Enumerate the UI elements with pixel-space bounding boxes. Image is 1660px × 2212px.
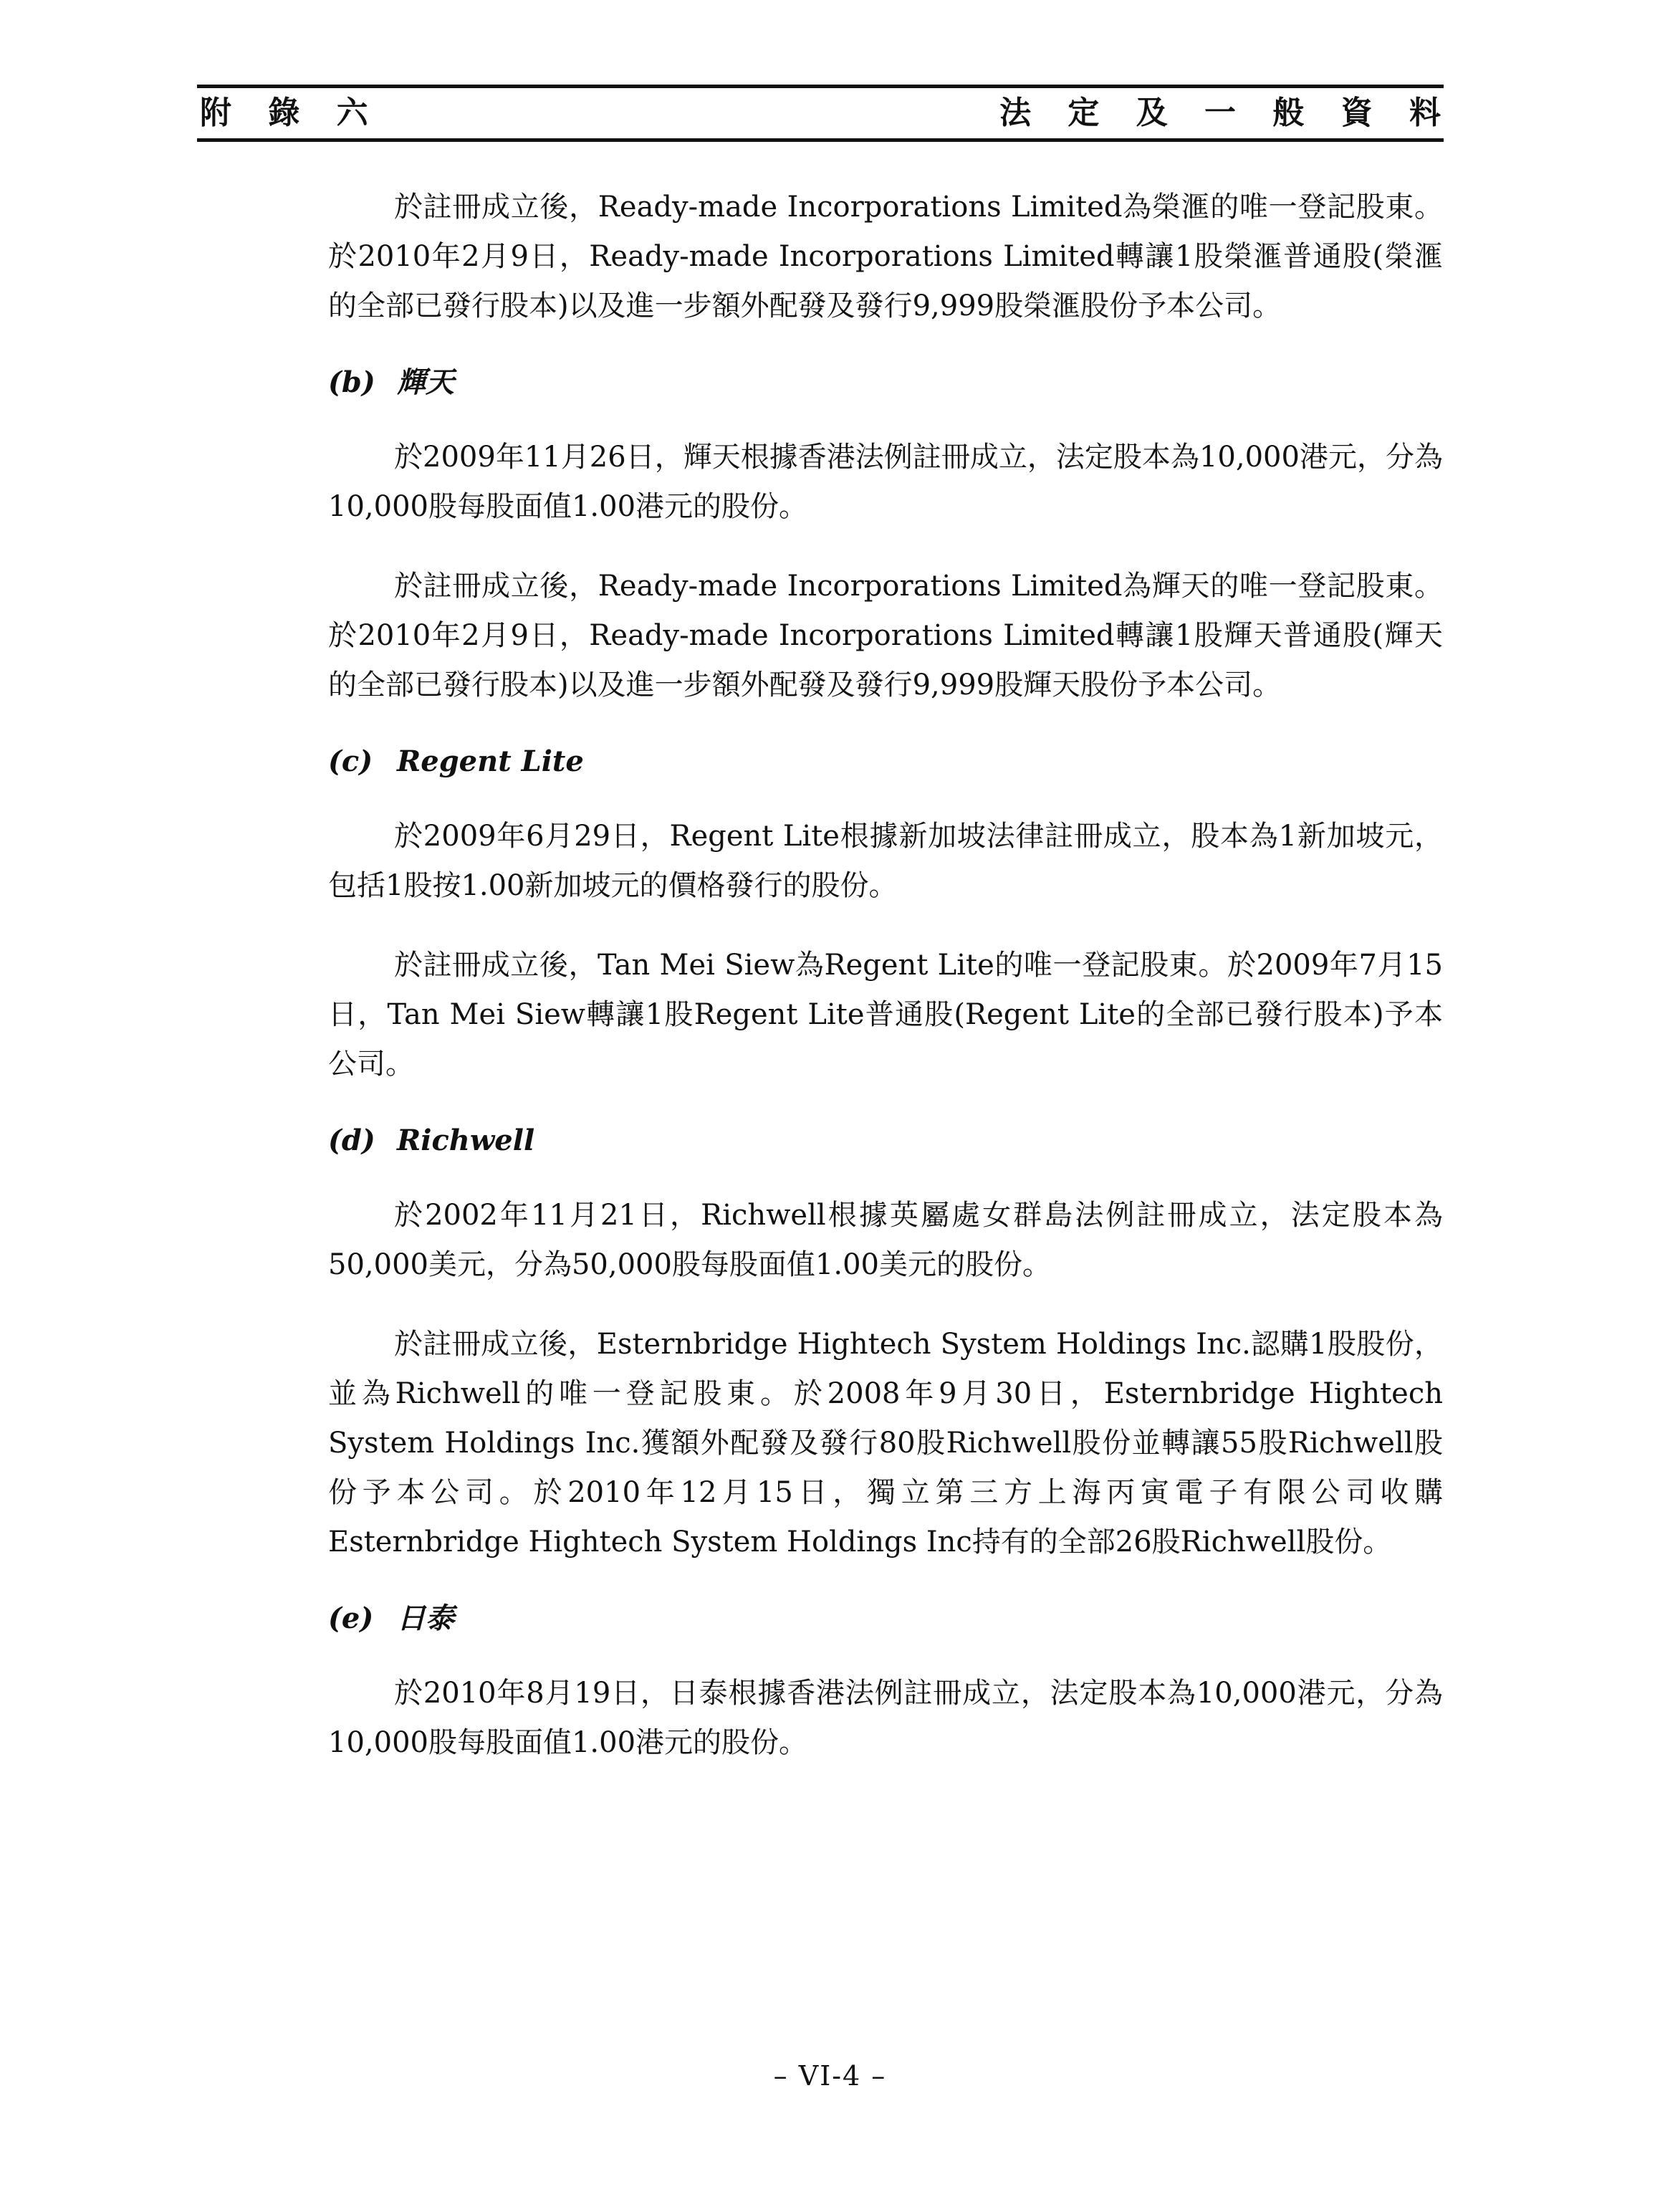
paragraph: 於註冊成立後，Tan Mei Siew為Regent Lite的唯一登記股東。於2009年7月15日，Tan Mei Siew轉讓1股Regent Lite普通股(Regent Lite的全部已發行股本)予本公司。 <box>328 949 1443 1081</box>
paragraph: 於2009年6月29日，Regent Lite根據新加坡法律註冊成立，股本為1新加坡元，包括1股按1.00新加坡元的價格發行的股份。 <box>328 820 1443 902</box>
paragraph: 於2010年8月19日，日泰根據香港法例註冊成立，法定股本為10,000港元，分為10,000股每股面值1.00港元的股份。 <box>328 1677 1443 1759</box>
section-title: Regent Lite <box>397 744 584 778</box>
document-body <box>328 183 1443 1798</box>
section-heading <box>328 361 1443 404</box>
header-title: 法 定 及 一 般 資 料 <box>999 95 1454 131</box>
paragraph: 於註冊成立後，Ready-made Incorporations Limited為輝天的唯一登記股東。於2010年2月9日，Ready-made Incorporations Limited轉讓1股輝天普通股(輝天的全部已發行股本)以及進一步額外配發及發行9,999股輝天股份予本公司。 <box>328 570 1443 702</box>
section-b <box>328 361 1443 710</box>
section-label: (b) <box>328 365 375 399</box>
section-label: (d) <box>328 1124 375 1157</box>
section-heading <box>328 1597 1443 1640</box>
appendix-label: 附 錄 六 <box>200 95 381 131</box>
paragraph: 於2009年11月26日，輝天根據香港法例註冊成立，法定股本為10,000港元，分為10,000股每股面值1.00港元的股份。 <box>328 441 1443 523</box>
section-heading <box>328 740 1443 783</box>
section-continuation <box>328 183 1443 331</box>
section-heading <box>328 1119 1443 1162</box>
page-number: – VI-4 – <box>773 2060 887 2092</box>
section-e <box>328 1597 1443 1768</box>
page-header <box>197 85 1454 142</box>
section-title: 日泰 <box>397 1601 454 1635</box>
section-label: (c) <box>328 744 373 778</box>
paragraph: 於註冊成立後，Ready-made Incorporations Limited為榮滙的唯一登記股東。於2010年2月9日，Ready-made Incorporations Limited轉讓1股榮滙普通股(榮滙的全部已發行股本)以及進一步額外配發及發行9,999股榮滙股份予本公司。 <box>328 191 1443 322</box>
section-title: 輝天 <box>397 365 454 399</box>
section-label: (e) <box>328 1601 374 1635</box>
paragraph: 於2002年11月21日，Richwell根據英屬處女群島法例註冊成立，法定股本為50,000美元，分為50,000股每股面值1.00美元的股份。 <box>328 1199 1443 1281</box>
section-title: Richwell <box>397 1124 535 1157</box>
paragraph: 於註冊成立後，Esternbridge Hightech System Holdings Inc.認購1股股份，並為Richwell的唯一登記股東。於2008年9月30日，Esternbridge Hightech System Holdings Inc.獲額外配發及發行80股Richwell股份並轉讓55股Richwell股份予本公司。於2010年12月15日，獨立第三方上海丙寅電子有限公司收購Esternbridge Hightech System Holdings Inc持有的全部26股Richwell股份。 <box>328 1328 1443 1559</box>
section-c <box>328 740 1443 1089</box>
section-d <box>328 1119 1443 1567</box>
